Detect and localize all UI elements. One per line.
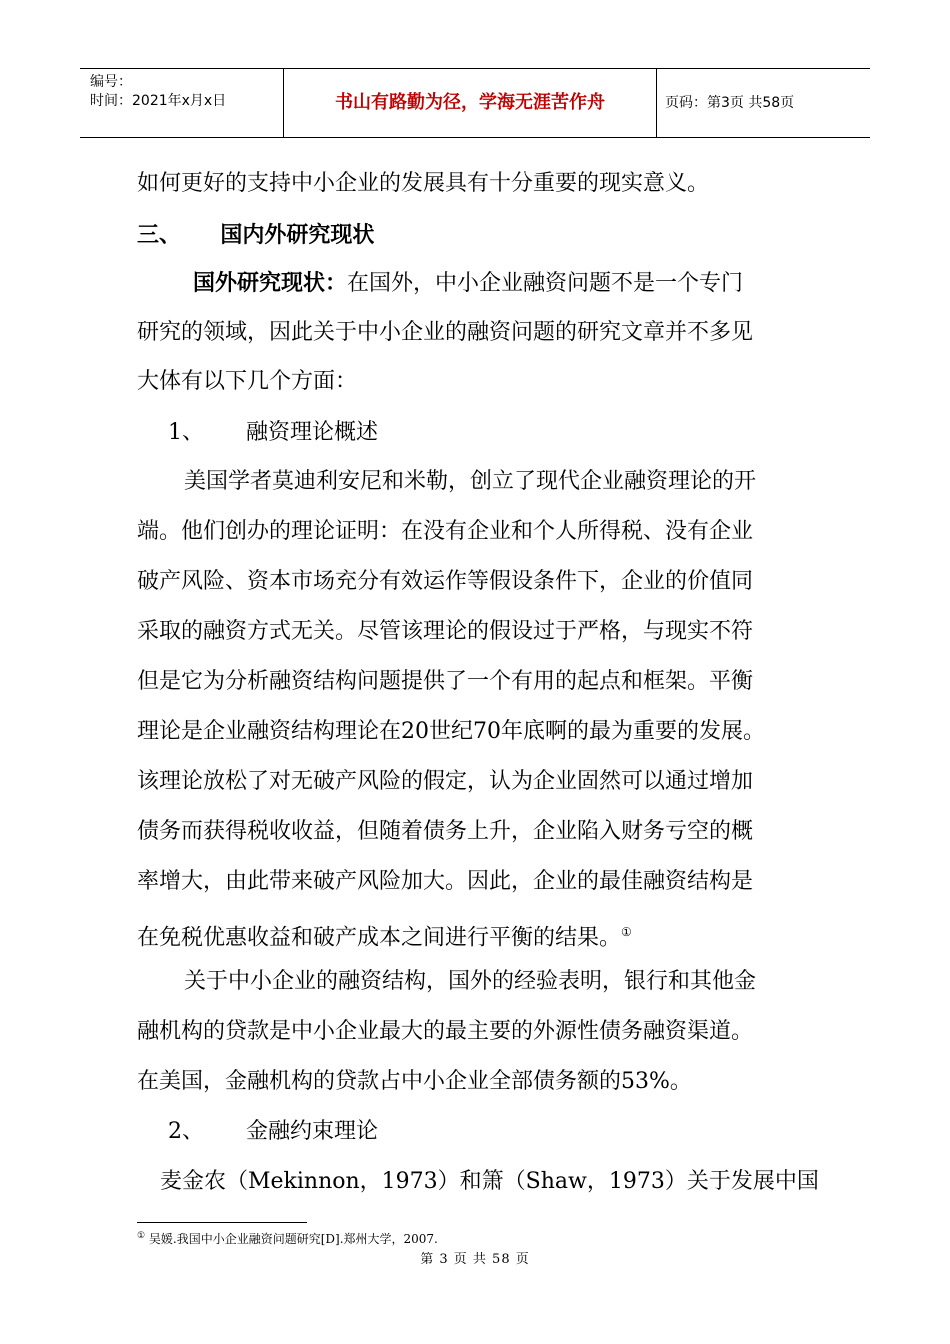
body-line: 端。他们创办的理论证明：在没有企业和个人所得税、没有企业 bbox=[137, 519, 754, 544]
body-text: 在免税优惠收益和破产成本之间进行平衡的结果。 bbox=[137, 925, 622, 951]
section-number: 三、 bbox=[137, 222, 182, 248]
list-item-number: 1、 bbox=[168, 420, 204, 445]
list-item-title: 融资理论概述 bbox=[246, 420, 379, 445]
body-line: 但是它为分析融资结构问题提供了一个有用的起点和框架。平衡 bbox=[137, 669, 754, 694]
footnote-text: 吴媛.我国中小企业融资问题研究[D].郑州大学，2007. bbox=[148, 1232, 438, 1246]
list-item-heading bbox=[168, 418, 378, 448]
footnote bbox=[137, 1230, 438, 1247]
section-title: 国内外研究现状 bbox=[220, 222, 375, 248]
body-line: 融机构的贷款是中小企业最大的最主要的外源性债务融资渠道。 bbox=[137, 1019, 754, 1044]
body-line: 在美国，金融机构的贷款占中小企业全部债务额的53%。 bbox=[137, 1069, 692, 1094]
list-item-heading bbox=[168, 1117, 378, 1147]
body-line: 破产风险、资本市场充分有效运作等假设条件下，企业的价值同 bbox=[137, 569, 754, 594]
list-item-title: 金融约束理论 bbox=[246, 1119, 379, 1144]
body-line: 大体有以下几个方面： bbox=[137, 369, 358, 394]
body-line: 率增大，由此带来破产风险加大。因此，企业的最佳融资结构是 bbox=[137, 869, 754, 894]
page-footer-number: 第 3 页 共 58 页 bbox=[420, 1252, 530, 1267]
page-header bbox=[80, 68, 870, 138]
body-line: 债务而获得税收收益，但随着债务上升，企业陷入财务亏空的概 bbox=[137, 819, 754, 844]
body-line bbox=[137, 917, 632, 953]
document-date: 时间：2021年x月x日 bbox=[90, 93, 227, 109]
body-text: 在国外，中小企业融资问题不是一个专门 bbox=[347, 271, 744, 296]
body-line: 麦金农（Mekinnon，1973）和箫（Shaw，1973）关于发展中国 bbox=[160, 1169, 819, 1194]
header-motto: 书山有路勤为径，学海无涯苦作舟 bbox=[283, 69, 657, 137]
body-line: 美国学者莫迪利安尼和米勒，创立了现代企业融资理论的开 bbox=[184, 469, 757, 494]
footnote-reference: ① bbox=[621, 925, 632, 939]
body-line: 采取的融资方式无关。尽管该理论的假设过于严格，与现实不符 bbox=[137, 619, 754, 644]
subsection-heading: 国外研究现状： bbox=[193, 270, 348, 296]
body-line: 该理论放松了对无破产风险的假定，认为企业固然可以通过增加 bbox=[137, 769, 754, 794]
body-line: 研究的领域，因此关于中小企业的融资问题的研究文章并不多见 bbox=[137, 320, 754, 345]
body-line: 理论是企业融资结构理论在20世纪70年底啊的最为重要的发展。 bbox=[137, 719, 765, 744]
footnote-divider bbox=[137, 1222, 307, 1223]
header-meta bbox=[90, 73, 280, 111]
section-heading bbox=[137, 220, 374, 250]
footnote-mark: ① bbox=[137, 1231, 146, 1241]
document-number-label: 编号： bbox=[90, 74, 132, 90]
body-line: 如何更好的支持中小企业的发展具有十分重要的现实意义。 bbox=[137, 171, 710, 196]
body-line bbox=[193, 268, 743, 299]
body-line: 关于中小企业的融资结构，国外的经验表明，银行和其他金 bbox=[184, 969, 757, 994]
header-page-info: 页码：第3页 共58页 bbox=[665, 95, 795, 111]
list-item-number: 2、 bbox=[168, 1119, 204, 1144]
